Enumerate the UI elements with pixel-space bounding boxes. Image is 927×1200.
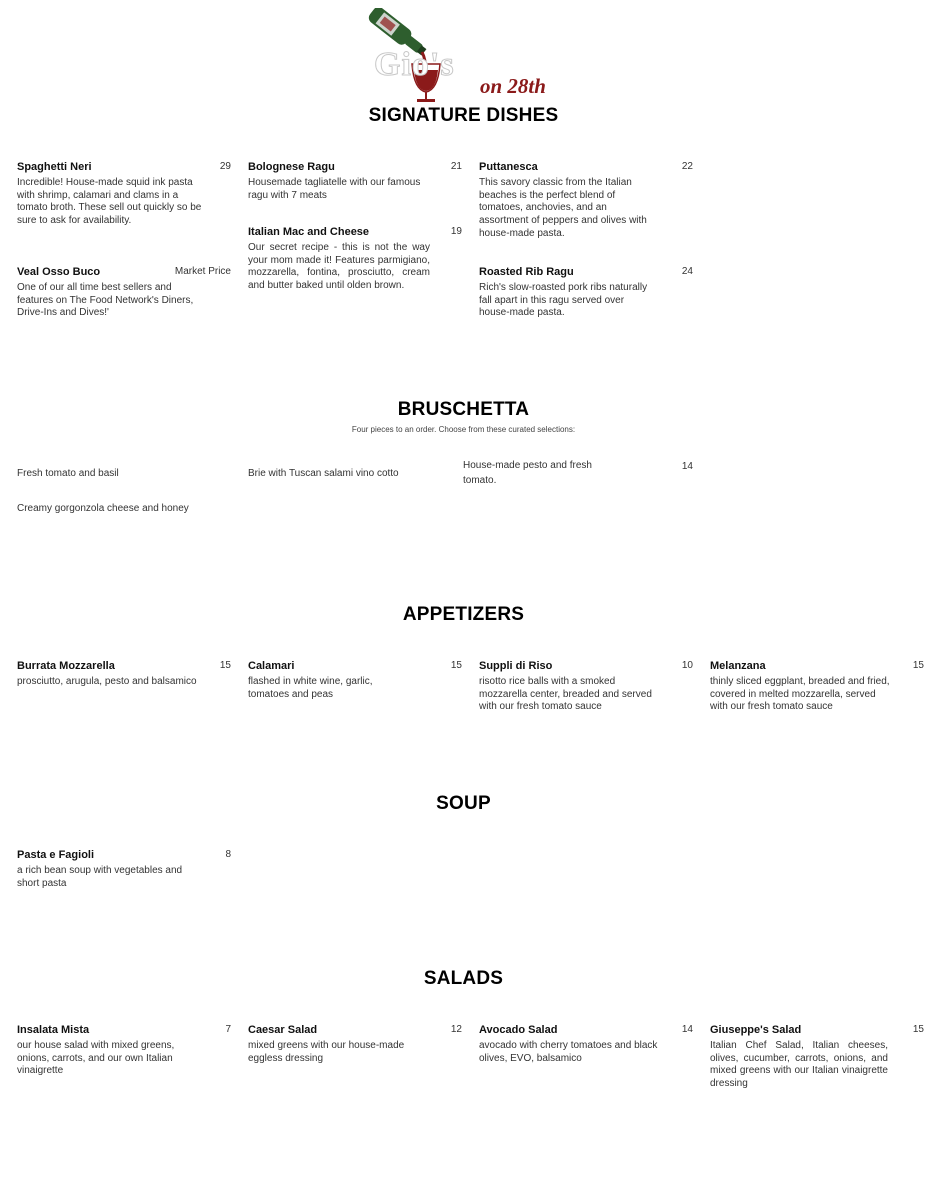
menu-item	[248, 225, 462, 293]
item-name: Veal Osso Buco	[17, 266, 101, 278]
item-description: flashed in white wine, garlic, tomatoes and peas	[248, 676, 373, 700]
item-description: One of our all time best sellers and features on The Food Network's Diners, Drive-Ins and Dives!'	[17, 282, 194, 319]
item-description: Italian Chef Salad, Italian cheeses, olives, cucumber, carrots, onions, and mixed greens with our Italian vinaigrette dressing	[710, 1040, 888, 1090]
item-description: Housemade tagliatelle with our famous ragu with 7 meats	[248, 177, 421, 201]
item-price: 21	[450, 161, 462, 172]
item-price: 7	[225, 1024, 231, 1035]
item-description: Incredible! House-made squid ink pasta with shrimp, calamari and clams in a tomato broth. These sell out quickly so be sure to ask for availability.	[17, 177, 202, 227]
bruschetta-text: House-made pesto and fresh tomato.	[463, 460, 592, 486]
item-description: a rich bean soup with vegetables and short pasta	[17, 865, 183, 889]
menu-item	[17, 659, 231, 689]
menu-item	[17, 160, 231, 228]
bruschetta-option	[17, 466, 231, 481]
item-name: Avocado Salad	[479, 1024, 558, 1036]
item-name: Roasted Rib Ragu	[479, 266, 574, 278]
item-name: Burrata Mozzarella	[17, 660, 115, 672]
item-price: 14	[681, 1024, 693, 1035]
item-name: Giuseppe's Salad	[710, 1024, 802, 1036]
item-price: 15	[912, 660, 924, 671]
item-description: risotto rice balls with a smoked mozzarella center, breaded and served with our fresh tomato sauce	[479, 676, 652, 713]
item-name: Melanzana	[710, 660, 766, 672]
menu-item	[17, 848, 231, 890]
item-description: Our secret recipe - this is not the way your mom made it! Features parmigiano, mozzarella, fontina, prosciutto, cream and butter baked until olden brown.	[248, 242, 430, 292]
section-title-bruschetta: BRUSCHETTA	[397, 399, 530, 420]
item-description: our house salad with mixed greens, onions, carrots, and our own Italian vinaigrette	[17, 1040, 175, 1077]
item-price: 10	[681, 660, 693, 671]
bruschetta-option	[463, 458, 693, 488]
bruschetta-text: Fresh tomato and basil	[17, 468, 119, 479]
item-name: Puttanesca	[479, 161, 538, 173]
item-name: Italian Mac and Cheese	[248, 226, 370, 238]
item-price: 15	[219, 660, 231, 671]
menu-item	[17, 265, 231, 320]
menu-item	[248, 160, 462, 202]
section-title-soup: SOUP	[436, 793, 491, 814]
item-name: Pasta e Fagioli	[17, 849, 95, 861]
logo-wordmark: Gio's	[374, 46, 455, 83]
section-title-signature: SIGNATURE DISHES	[368, 105, 559, 126]
item-description: avocado with cherry tomatoes and black olives, EVO, balsamico	[479, 1040, 658, 1064]
item-description: thinly sliced eggplant, breaded and fried, covered in melted mozzarella, served with our fresh tomato sauce	[710, 676, 890, 713]
item-price: Market Price	[174, 266, 231, 277]
menu-item	[479, 659, 693, 714]
item-price: 8	[225, 849, 231, 860]
bruschetta-text: Brie with Tuscan salami vino cotto	[248, 468, 399, 479]
item-name: Insalata Mista	[17, 1024, 90, 1036]
item-description: Rich's slow-roasted pork ribs naturally fall apart in this ragu served over house-made pasta.	[479, 282, 648, 319]
menu-item	[479, 160, 693, 241]
section-title-salads: SALADS	[423, 968, 504, 989]
menu-item	[710, 1023, 924, 1091]
item-price: 12	[450, 1024, 462, 1035]
item-name: Calamari	[248, 660, 295, 672]
item-price: 19	[450, 226, 462, 237]
item-name: Caesar Salad	[248, 1024, 318, 1036]
item-price: 22	[681, 161, 693, 172]
section-title-appetizers: APPETIZERS	[402, 604, 525, 625]
menu-item	[710, 659, 924, 714]
item-price: 24	[681, 266, 693, 277]
menu-item	[479, 265, 693, 320]
item-description: prosciutto, arugula, pesto and balsamico	[17, 676, 197, 687]
bruschetta-price: 14	[681, 461, 693, 472]
item-name: Bolognese Ragu	[248, 161, 335, 173]
menu-item	[479, 1023, 693, 1065]
item-description: This savory classic from the Italian beaches is the perfect blend of tomatoes, anchovies, and an assortment of peppers and olives with house-made pasta.	[479, 177, 647, 239]
menu-item	[248, 1023, 462, 1065]
restaurant-logo	[362, 8, 562, 103]
menu-item	[248, 659, 462, 701]
item-name: Suppli di Riso	[479, 660, 553, 672]
bruschetta-text: Creamy gorgonzola cheese and honey	[17, 503, 189, 514]
bruschetta-option	[248, 466, 462, 481]
bruschetta-option	[17, 501, 231, 516]
item-description: mixed greens with our house-made eggless dressing	[248, 1040, 405, 1064]
logo-tagline: on 28th	[480, 74, 546, 98]
item-name: Spaghetti Neri	[17, 161, 92, 173]
menu-item	[17, 1023, 231, 1078]
item-price: 15	[450, 660, 462, 671]
item-price: 15	[912, 1024, 924, 1035]
section-subtitle-bruschetta: Four pieces to an order. Choose from these curated selections:	[351, 425, 576, 434]
item-price: 29	[219, 161, 231, 172]
